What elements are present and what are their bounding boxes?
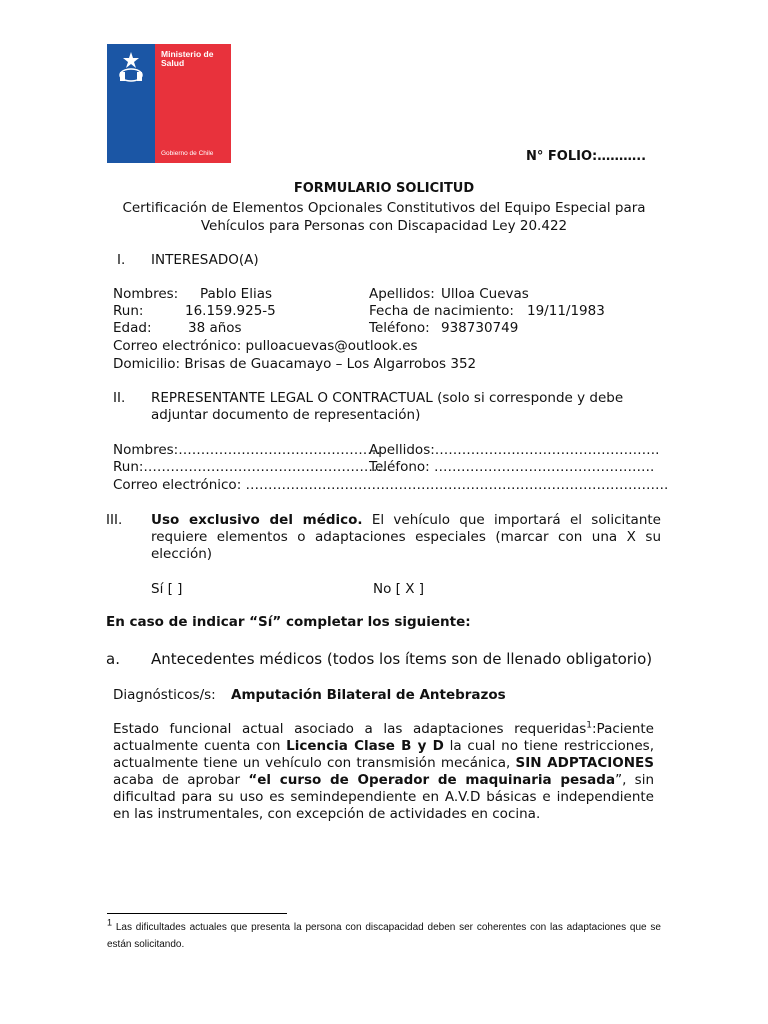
option-no: No [ X ] — [373, 581, 425, 597]
folio-label: N° FOLIO:……….. — [526, 149, 647, 164]
section-2-number: II. — [113, 390, 126, 406]
ministry-name: Ministerio de Salud — [161, 49, 214, 68]
nombres-value: Pablo Elias — [200, 286, 273, 302]
ministry-logo — [107, 44, 231, 163]
section-3-bold: Uso exclusivo del médico. — [151, 512, 363, 528]
government-name: Gobierno de Chile — [161, 150, 214, 157]
section-3-text — [151, 512, 661, 563]
section-1-title: INTERESADO(A) — [151, 252, 259, 268]
section-3-body: El vehículo que importará el solicitante requiere elementos o adaptaciones especiales (marcar con una X su elección) — [151, 512, 661, 562]
telefono-label: Teléfono: — [369, 320, 430, 336]
coat-of-arms-icon — [111, 48, 151, 88]
section-2-title — [151, 390, 661, 424]
caso-heading: En caso de indicar “Sí” completar los siguiente: — [106, 614, 471, 630]
nacimiento-label: Fecha de nacimiento: — [369, 303, 514, 319]
section-a-number: a. — [106, 650, 120, 668]
subtitle-line-1: Certificación de Elementos Opcionales Constitutivos del Equipo Especial para — [122, 200, 646, 216]
correo-line: Correo electrónico: pulloacuevas@outlook.es — [113, 338, 418, 354]
estado-funcional-paragraph: Estado funcional actual asociado a las adaptaciones requeridas$^1$:Paciente actualmente cuenta con Licencia Clase B y D la cual no tiene restricciones, actualmente tiene un vehículo con transmisión mecánica, SIN ADPTACIONES acaba de aprobar “el curso de Operador de maquinaria pesada”, sin dificultad para su uso es semindependiente en A.V.D básicas e independiente en las instrumentales, con excepción de actividades en cocina. — [113, 720, 655, 822]
form-subtitle — [107, 199, 661, 235]
nacimiento-value: 19/11/1983 — [527, 303, 605, 319]
run-label: Run: — [113, 303, 144, 319]
run-value: 16.159.925-5 — [185, 303, 276, 319]
rep-telefono-field: Teléfono: …………………………………………. — [369, 459, 655, 475]
edad-label: Edad: — [113, 320, 152, 336]
diagnostico-label: Diagnósticos/s: — [113, 687, 216, 703]
footnote-divider — [107, 913, 287, 914]
section-3-number: III. — [106, 512, 123, 528]
telefono-value: 938730749 — [441, 320, 519, 336]
section-a-title: Antecedentes médicos (todos los ítems son de llenado obligatorio) — [151, 650, 653, 668]
subtitle-line-2: Vehículos para Personas con Discapacidad Ley 20.422 — [200, 218, 568, 234]
nombres-label: Nombres: — [113, 286, 179, 302]
domicilio-line: Domicilio: Brisas de Guacamayo – Los Algarrobos 352 — [113, 356, 477, 372]
apellidos-value: Ulloa Cuevas — [441, 286, 529, 302]
section-1-number: I. — [117, 252, 126, 268]
rep-apellidos-field: Apellidos:……………….…………………………. — [369, 442, 660, 458]
rep-nombres-field: Nombres:……………………………………… — [113, 442, 381, 458]
edad-value: 38 años — [188, 320, 242, 336]
section-2-title-line-1: REPRESENTANTE LEGAL O CONTRACTUAL (solo si corresponde y debe — [151, 390, 624, 406]
section-2-title-line-2: adjuntar documento de representación) — [151, 407, 421, 423]
footnote: $^1$ Las dificultades actuales que presenta la persona con discapacidad deben ser coherentes con las adaptaciones que se están solicitando. — [107, 917, 661, 950]
rep-correo-field: Correo electrónico: …………………………………………………………………………………. — [113, 477, 669, 493]
diagnostico-value: Amputación Bilateral de Antebrazos — [231, 687, 506, 703]
rep-run-field: Run:……………………………………………… — [113, 459, 387, 475]
option-si: Sí [ ] — [151, 581, 183, 597]
form-title: FORMULARIO SOLICITUD — [293, 181, 475, 196]
apellidos-label: Apellidos: — [369, 286, 435, 302]
